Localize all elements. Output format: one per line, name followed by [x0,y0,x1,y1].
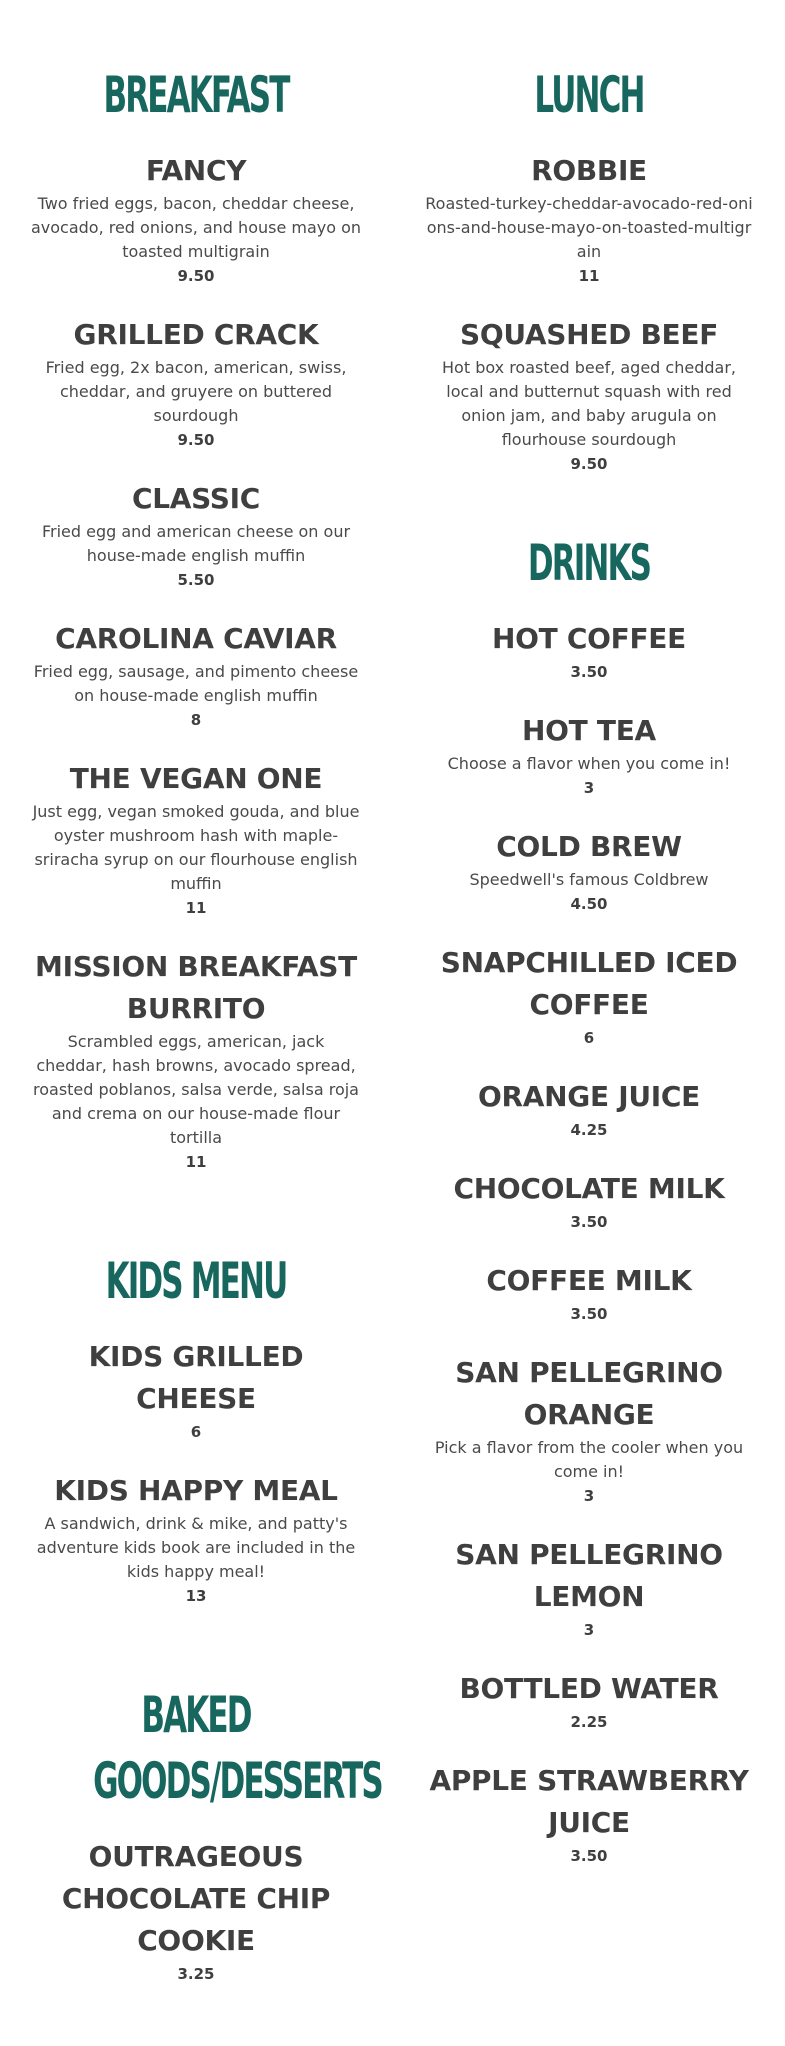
item-name: FANCY [145,154,247,187]
item-description: Two fried eggs, bacon, cheddar cheese, avocado, red onions, and house mayo on toasted multigrain [30,194,362,261]
item-name: COLD BREW [496,830,682,863]
item-price: 3.25 [177,1965,215,1983]
item-price: 8 [190,711,202,729]
item-description: Hot box roasted beef, aged cheddar, local and butternut squash with red onion jam, and baby arugula on flourhouse sourdough [442,358,736,449]
item-description: Speedwell's famous Coldbrew [469,870,709,889]
item-name: APPLE STRAWBERRY JUICE [429,1764,749,1839]
item-price: 11 [185,1153,207,1171]
item-name: SAN PELLEGRINO LEMON [455,1538,723,1613]
menu-item [423,314,755,476]
menu-item [423,1760,755,1868]
item-price: 11 [185,899,207,917]
item-price: 11 [578,267,600,285]
lunch-section [423,62,755,476]
item-name: MISSION BREAKFAST BURRITO [35,950,357,1025]
item-description: Roasted-turkey-cheddar-avocado-red-onions-and-house-mayo-on-toasted-multigrain [425,194,753,261]
item-price: 4.25 [570,1121,608,1139]
item-price: 2.25 [570,1713,608,1731]
breakfast-section [30,62,362,1174]
menu-item [30,1836,362,1986]
menu-item [30,150,362,288]
menu-item [423,1260,755,1326]
menu-item [423,1534,755,1642]
item-description: Fried egg and american cheese on our house-made english muffin [41,522,351,565]
item-price: 3 [583,1621,595,1639]
item-name: HOT COFFEE [492,622,686,655]
item-price: 3.50 [570,1847,608,1865]
item-description: Choose a flavor when you come in! [447,754,731,773]
menu-item [423,1168,755,1234]
menu-item [423,826,755,916]
baked-goods-title: BAKED GOODS/DESSERTS [93,1686,382,1810]
menu-item [30,314,362,452]
item-price: 3.50 [570,1305,608,1323]
item-name: ORANGE JUICE [478,1080,700,1113]
drinks-title: DRINKS [527,534,651,592]
item-price: 3 [583,779,595,797]
menu-item [423,710,755,800]
item-price: 3 [583,1487,595,1505]
kids-section [30,1248,362,1608]
item-name: CHOCOLATE MILK [453,1172,725,1205]
item-price: 3.50 [570,663,608,681]
menu-item [30,1470,362,1608]
kids-menu-title: KIDS MENU [105,1252,287,1310]
menu-item [30,758,362,920]
baked-goods-section [30,1682,382,1986]
item-name: HOT TEA [522,714,656,747]
item-description: Fried egg, sausage, and pimento cheese on house-made english muffin [33,662,359,705]
item-description: Just egg, vegan smoked gouda, and blue oyster mushroom hash with maple-sriracha syrup on our flourhouse english muffin [32,802,360,893]
lunch-title: LUNCH [534,66,644,124]
item-price: 5.50 [177,571,215,589]
menu-item [30,478,362,592]
item-description: Fried egg, 2x bacon, american, swiss, cheddar, and gruyere on buttered sourdough [45,358,347,425]
item-name: BOTTLED WATER [459,1672,719,1705]
item-price: 6 [190,1423,202,1441]
item-price: 9.50 [177,267,215,285]
menu-item [423,1352,755,1508]
breakfast-title: BREAKFAST [103,66,289,124]
item-name: THE VEGAN ONE [69,762,323,795]
item-name: SNAPCHILLED ICED COFFEE [440,946,738,1021]
drinks-section [423,530,755,1868]
menu-item [423,942,755,1050]
item-price: 3.50 [570,1213,608,1231]
item-description: Pick a flavor from the cooler when you come in! [434,1438,744,1481]
menu-item [423,618,755,684]
item-name: ROBBIE [531,154,647,187]
item-name: KIDS GRILLED CHEESE [88,1340,304,1415]
menu-item [30,946,362,1174]
item-name: GRILLED CRACK [73,318,319,351]
item-price: 6 [583,1029,595,1047]
menu-item [423,150,755,288]
item-price: 9.50 [570,455,608,473]
item-price: 4.50 [570,895,608,913]
item-price: 13 [185,1587,207,1605]
left-column [0,62,392,2046]
item-name: COFFEE MILK [486,1264,692,1297]
menu-item [423,1668,755,1734]
item-name: OUTRAGEOUS CHOCOLATE CHIP COOKIE [61,1840,331,1957]
item-name: CAROLINA CAVIAR [55,622,337,655]
menu-item [30,618,362,732]
item-name: SQUASHED BEEF [459,318,719,351]
item-description: A sandwich, drink & mike, and patty's adventure kids book are included in the kids happy meal! [36,1514,356,1581]
item-name: KIDS HAPPY MEAL [54,1474,338,1507]
right-column [393,62,785,1928]
item-name: CLASSIC [131,482,260,515]
menu-item [423,1076,755,1142]
menu-item [30,1336,362,1444]
item-price: 9.50 [177,431,215,449]
item-name: SAN PELLEGRINO ORANGE [455,1356,723,1431]
item-description: Scrambled eggs, american, jack cheddar, hash browns, avocado spread, roasted poblanos, salsa verde, salsa roja and crema on our house-made flour tortilla [33,1032,359,1147]
